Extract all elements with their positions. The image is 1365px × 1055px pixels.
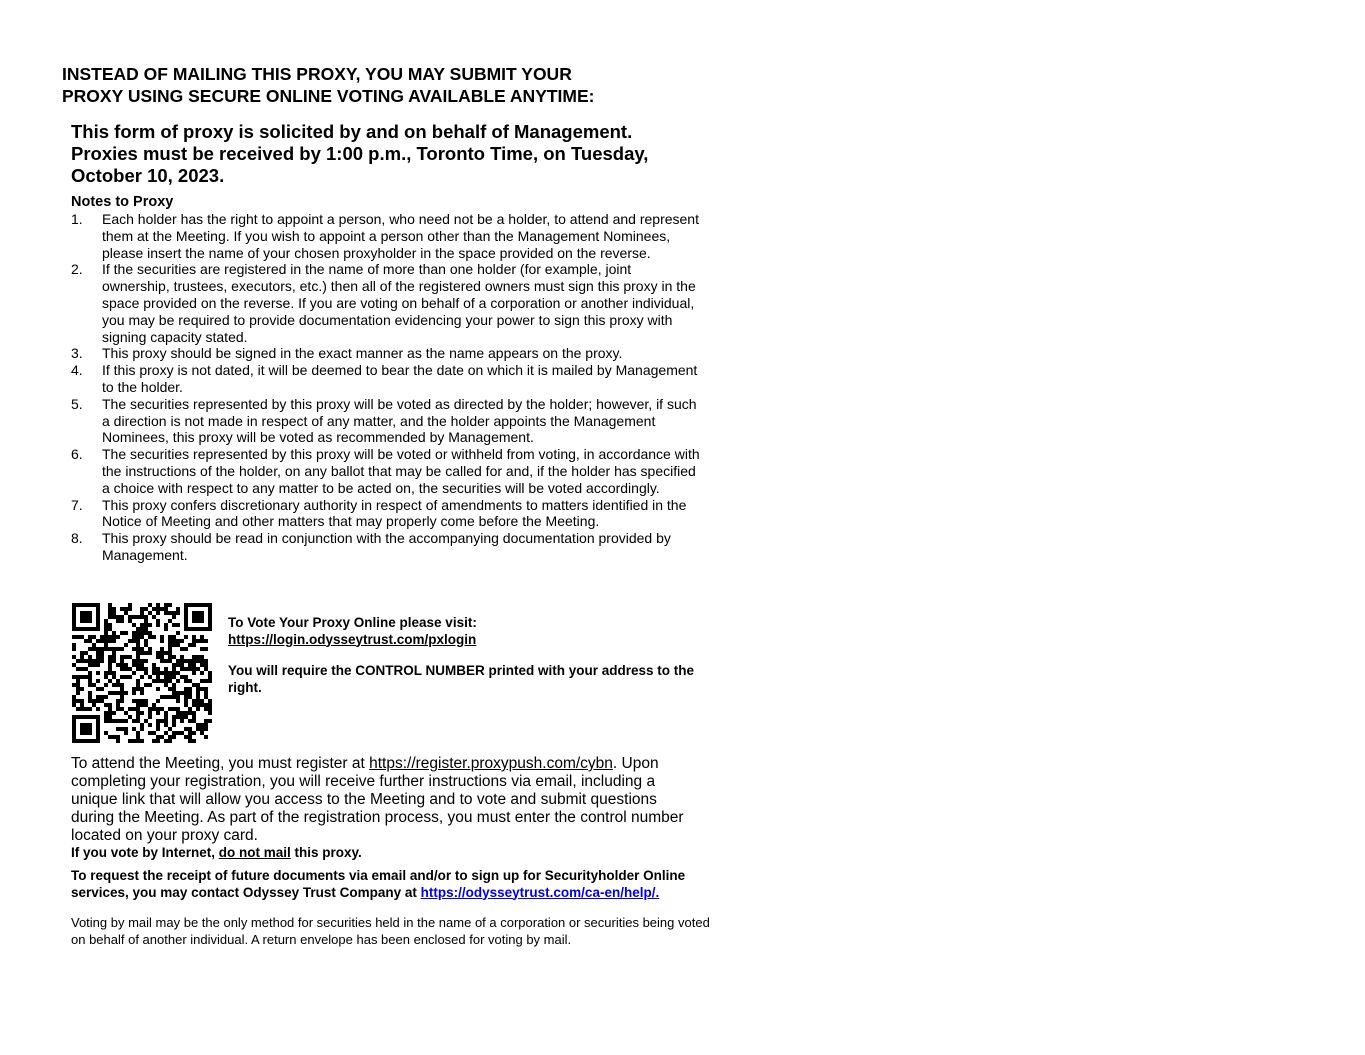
internet-vote-note <box>71 844 701 861</box>
register-link[interactable]: https://register.proxypush.com/cybn <box>369 755 613 772</box>
qr-code-icon[interactable] <box>72 603 212 743</box>
odyssey-help-link[interactable]: https://odysseytrust.com/ca-en/help/. <box>420 884 660 900</box>
note-text: If this proxy is not dated, it will be deemed to bear the date on which it is mailed by Management to the holder. <box>102 362 698 395</box>
note-item <box>71 446 711 496</box>
note-number: 3. <box>71 345 83 362</box>
note-item <box>71 261 711 345</box>
internet-suffix: this proxy. <box>290 845 362 860</box>
note-text: This proxy should be read in conjunction with the accompanying documentation provided by Management. <box>102 530 671 563</box>
solicitation-line-1: This form of proxy is solicited by and on behalf of Management. <box>71 121 633 142</box>
notes-list <box>71 211 711 564</box>
heading-line-1: INSTEAD OF MAILING THIS PROXY, YOU MAY SUBMIT YOUR <box>62 64 572 84</box>
note-number: 5. <box>71 395 83 412</box>
online-vote-link[interactable]: https://login.odysseytrust.com/pxlogin <box>228 631 477 647</box>
online-vote-instructions <box>228 615 698 696</box>
attend-suffix: . Upon completing your registration, you will receive further instructions via email, including a unique link that will allow you access to the Meeting and to vote and submit questions during the Meeting. As part of the registration process, you must enter the control number located on your proxy card. <box>71 755 684 844</box>
note-item <box>71 211 711 261</box>
note-number: 1. <box>71 211 83 227</box>
note-item <box>71 345 711 362</box>
control-number-note: You will require the CONTROL NUMBER printed with your address to the right. <box>228 663 695 695</box>
online-vote-intro: To Vote Your Proxy Online please visit: <box>228 615 477 630</box>
note-text: The securities represented by this proxy will be voted or withheld from voting, in accordance with the instructions of the holder, on any ballot that may be called for and, if the holder has specified a choice with respect to any matter to be acted on, the securities will be voted accordingly. <box>102 446 700 496</box>
note-text: The securities represented by this proxy will be voted as directed by the holder; however, if such a direction is not made in respect of any matter, and the holder appoints the Management Nominees, this proxy will be voted as recommended by Management. <box>102 395 697 446</box>
heading-line-2: PROXY USING SECURE ONLINE VOTING AVAILABLE ANYTIME: <box>62 86 595 106</box>
note-text: This proxy should be signed in the exact manner as the name appears on the proxy. <box>102 345 623 362</box>
attend-meeting-paragraph <box>71 755 701 845</box>
future-documents-text: To request the receipt of future documents via email and/or to sign up for Securityholder Online services, you may contact Odyssey Trust Company at <box>71 868 686 900</box>
note-number: 2. <box>71 261 83 278</box>
note-number: 8. <box>71 530 83 547</box>
attend-prefix: To attend the Meeting, you must register at <box>71 755 370 772</box>
note-item <box>71 396 711 446</box>
note-text: This proxy confers discretionary authority in respect of amendments to matters identified in the Notice of Meeting and other matters that may properly come before the Meeting. <box>102 496 687 530</box>
online-voting-heading <box>62 63 682 107</box>
note-item <box>71 362 711 396</box>
solicitation-line-2: Proxies must be received by 1:00 p.m., Toronto Time, on Tuesday, <box>71 143 649 164</box>
note-number: 6. <box>71 446 83 463</box>
future-documents-note <box>71 868 711 901</box>
note-text: Each holder has the right to appoint a person, who need not be a holder, to attend and represent them at the Meeting. If you wish to appoint a person other than the Management Nominees, please insert the name of your chosen proxyholder in the space provided on the reverse. <box>102 211 699 261</box>
internet-prefix: If you vote by Internet, <box>71 845 219 860</box>
do-not-mail-text: do not mail <box>218 845 291 860</box>
solicitation-heading <box>71 121 711 187</box>
note-item <box>71 497 711 531</box>
note-number: 4. <box>71 362 83 379</box>
notes-title: Notes to Proxy <box>71 194 174 210</box>
mail-voting-note: Voting by mail may be the only method for securities held in the name of a corporation or securities being voted on behalf of another individual. A return envelope has been enclosed for voting by mail. <box>71 915 710 947</box>
note-item <box>71 530 711 564</box>
note-number: 7. <box>71 496 83 513</box>
solicitation-line-3: October 10, 2023. <box>71 165 225 186</box>
note-text: If the securities are registered in the name of more than one holder (for example, joint ownership, trustees, executors, etc.) then all of the registered owners must sign this proxy in the space provided on the reverse. If you are voting on behalf of a corporation or another individual, you may be required to provide documentation evidencing your power to sign this proxy with signing capacity stated. <box>102 261 696 345</box>
